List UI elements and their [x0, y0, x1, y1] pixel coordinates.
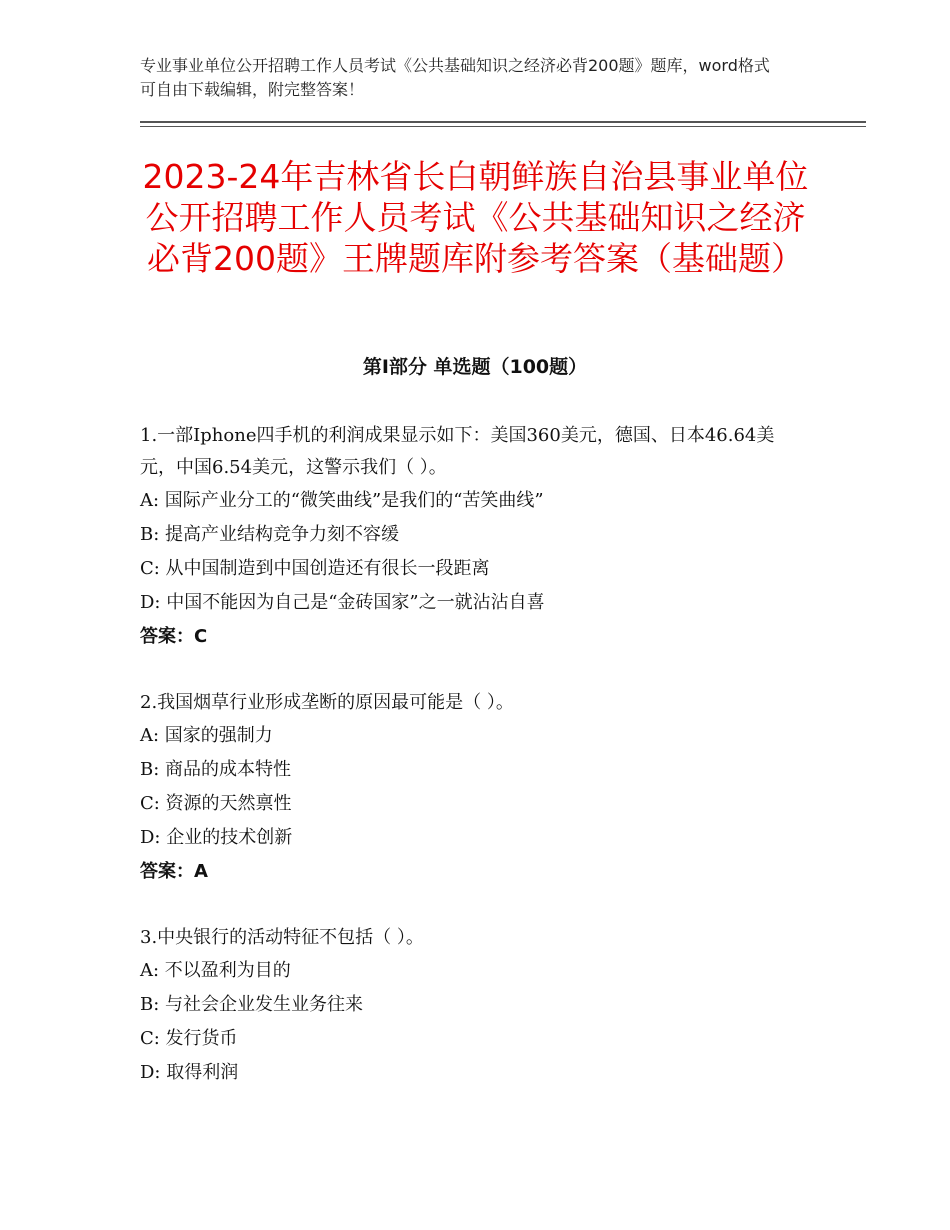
option-b: B: 商品的成本特性 [140, 759, 292, 780]
option-a: A: 国际产业分工的“微笑曲线”是我们的“苦笑曲线” [140, 490, 544, 511]
option-b: B: 与社会企业发生业务往来 [140, 994, 364, 1015]
header-note: 专业事业单位公开招聘工作人员考试《公共基础知识之经济必背200题》题库，word格式可自由下载编辑，附完整答案！ [140, 56, 770, 99]
question-list [140, 420, 810, 1123]
answer-label: 答案：A [140, 861, 208, 882]
question-stem: 3.中央银行的活动特征不包括（ ）。 [140, 927, 424, 948]
question-3 [140, 922, 810, 1090]
document-title: 2023-24年吉林省长白朝鲜族自治县事业单位公开招聘工作人员考试《公共基础知识之经济必背200题》王牌题库附参考答案（基础题） [142, 157, 809, 278]
option-a: A: 不以盈利为目的 [140, 960, 291, 981]
section-title: 第Ⅰ部分 单选题（100题） [362, 356, 588, 378]
option-d: D: 取得利润 [140, 1062, 239, 1083]
option-a: A: 国家的强制力 [140, 725, 273, 746]
question-stem: 1.一部Iphone四手机的利润成果显示如下：美国360美元，德国、日本46.64美元，中国6.54美元，这警示我们（ ）。 [140, 425, 775, 478]
question-1 [140, 420, 810, 654]
answer-label: 答案：C [140, 626, 208, 647]
option-c: C: 发行货币 [140, 1028, 238, 1049]
option-b: B: 提高产业结构竞争力刻不容缓 [140, 524, 400, 545]
option-d: D: 中国不能因为自己是“金砖国家”之一就沾沾自喜 [140, 592, 545, 613]
option-d: D: 企业的技术创新 [140, 827, 293, 848]
option-c: C: 资源的天然禀性 [140, 793, 292, 814]
question-stem: 2.我国烟草行业形成垄断的原因最可能是（ ）。 [140, 692, 514, 713]
question-2 [140, 687, 810, 889]
header-divider [140, 121, 866, 127]
option-c: C: 从中国制造到中国创造还有很长一段距离 [140, 558, 490, 579]
